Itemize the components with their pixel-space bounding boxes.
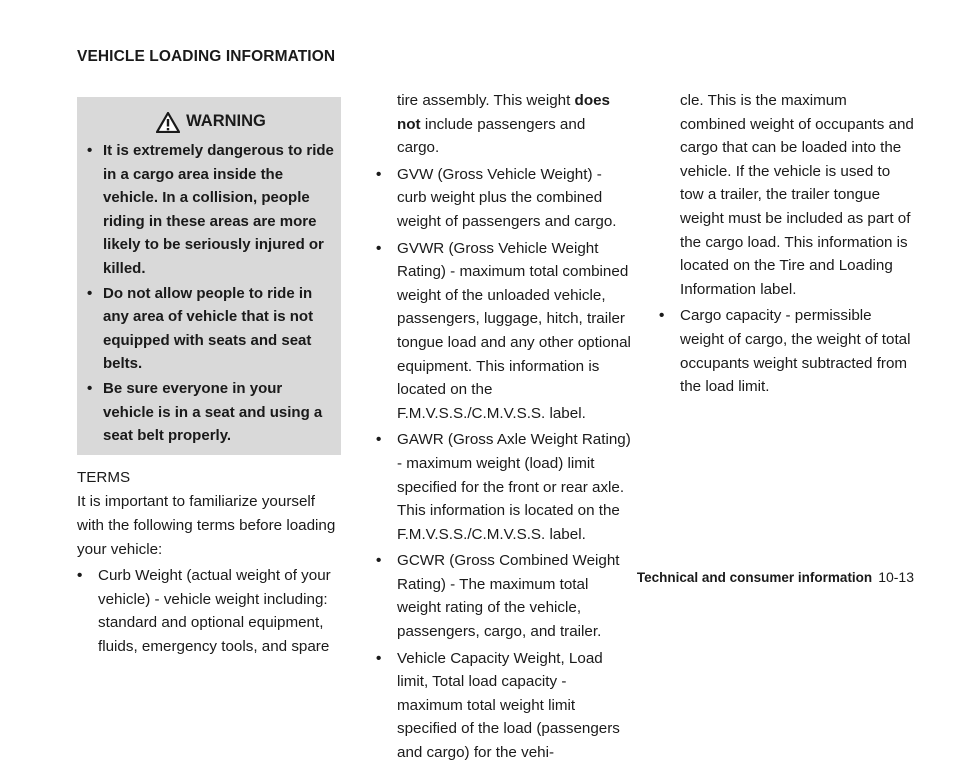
bullet-dot: • [87,284,93,302]
list-item-continuation [659,89,914,301]
emphasis-text: does not [397,92,610,133]
warning-item [87,139,335,281]
continuation-text: include passengers and cargo. [397,115,586,157]
bullet-dot: • [376,165,382,183]
list-item-text: Cargo capacity - permissible weight of cargo, the weight of total occupants weight subtracted from the load limit. [680,307,911,396]
bullet-dot: • [87,142,93,159]
bullet-dot: • [659,307,665,325]
warning-triangle-icon [156,112,180,133]
list-item-text: GAWR (Gross Axle Weight Rating) - maximum weight (load) limit specified for the front or rear axle. This information is located on the F.M.V.S.S./C.M.V.S.S. label. [397,431,631,543]
terms-intro: It is important to familiarize yourself with the following terms before loading your vehicle: [77,493,336,558]
list-item-gcwr [376,549,631,643]
warning-title: WARNING [186,112,266,131]
bullet-dot: • [376,552,382,570]
list-item-gawr [376,428,631,546]
section-title: VEHICLE LOADING INFORMATION [77,48,336,65]
warning-item [87,282,335,376]
column-3 [659,89,914,399]
list-item-curb-weight [77,564,341,658]
list-item-text: Curb Weight (actual weight of your vehicle) - vehicle weight including: standard and optional equipment, fluids, emergency tools, and spare [98,567,331,655]
bullet-dot: • [77,567,83,585]
list-item-gvw [376,163,631,234]
footer-chapter-label: Technical and consumer information [636,570,873,585]
continuation-text: cle. This is the maximum combined weight of occupants and cargo that can be loaded into the vehicle. If the vehicle is used to tow a trailer, the trailer tongue weight must be included as part of the cargo load. This information is located on the Tire and Loading Information label. [680,92,914,298]
list-item-continuation [376,89,631,160]
bullet-dot: • [376,239,382,257]
warning-item-text: Do not allow people to ride in any area of vehicle that is not equipped with seats and seat belts. [103,284,314,373]
warning-box [77,97,341,455]
warning-item-text: It is extremely dangerous to ride in a cargo area inside the vehicle. In a collision, people riding in these areas are more likely to be seriously injured or killed. [103,142,334,277]
warning-item [87,377,335,448]
bullet-dot: • [376,431,382,449]
list-item-text: GVWR (Gross Vehicle Weight Rating) - maximum total combined weight of the unloaded vehicle, passengers, luggage, hitch, trailer tongue load and any other optional equipment. This information is located on the F.M.V.S.S./C.M.V.S.S. label. [397,239,631,422]
list-item-text: GVW (Gross Vehicle Weight) - curb weight plus the combined weight of passengers and cargo. [397,165,617,230]
warning-header [87,105,335,139]
list-item-cargo-capacity [659,304,914,398]
list-item-vehicle-capacity [376,647,631,765]
list-item-text: Vehicle Capacity Weight, Load limit, Total load capacity - maximum total weight limit specified of the load (passengers and cargo) for the vehi- [397,649,620,762]
page-number: 10-13 [878,569,914,585]
list-item-text: GCWR (Gross Combined Weight Rating) - The maximum total weight rating of the vehicle, passengers, cargo, and trailer. [397,552,620,641]
page-footer [620,569,914,585]
terms-heading: TERMS [77,468,131,486]
warning-item-text: Be sure everyone in your vehicle is in a seat and using a seat belt properly. [103,379,323,445]
continuation-text: tire assembly. This weight [397,92,575,109]
column-1 [77,97,341,658]
list-item-gvwr [376,237,631,426]
bullet-dot: • [87,379,93,397]
bullet-dot: • [376,649,382,667]
column-2 [376,89,631,765]
